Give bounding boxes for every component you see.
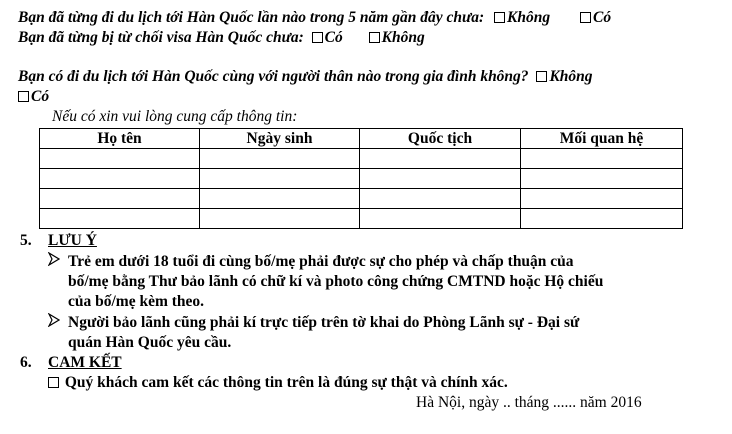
table-cell[interactable] [521, 189, 683, 209]
question-2-option-no[interactable]: Không [369, 29, 425, 47]
table-cell[interactable] [200, 169, 360, 189]
checkbox-icon[interactable] [18, 91, 29, 102]
table-cell[interactable] [521, 209, 683, 229]
table-cell[interactable] [40, 149, 200, 169]
commitment-checkbox-row[interactable] [48, 374, 508, 392]
header-name: Họ tên [40, 129, 200, 149]
table-cell[interactable] [200, 149, 360, 169]
question-3-text: Bạn có đi du lịch tới Hàn Quốc cùng với người thân nào trong gia đình không? [18, 68, 529, 85]
companion-note: Nếu có xin vui lòng cung cấp thông tin: [52, 108, 298, 125]
section-6-title: CAM KẾT [48, 354, 122, 371]
table-cell[interactable] [200, 209, 360, 229]
table-cell[interactable] [360, 189, 521, 209]
section-5-title: LƯU Ý [48, 232, 97, 249]
commitment-text: Quý khách cam kết các thông tin trên là đúng sự thật và chính xác. [64, 374, 508, 391]
question-2 [18, 29, 425, 47]
table-cell[interactable] [521, 149, 683, 169]
checkbox-icon[interactable] [369, 32, 380, 43]
table-row [40, 149, 683, 169]
section-5-bullet-2 [68, 313, 579, 353]
table-cell[interactable] [40, 209, 200, 229]
table-cell[interactable] [521, 169, 683, 189]
question-3-option-yes[interactable]: Có [18, 88, 49, 106]
date-line: Hà Nội, ngày .. tháng ...... năm 2016 [416, 394, 642, 411]
section-6-number: 6. [20, 354, 32, 371]
table-cell[interactable] [360, 149, 521, 169]
table-cell[interactable] [40, 169, 200, 189]
question-3 [18, 68, 593, 86]
table-header-row [40, 129, 683, 149]
table-cell[interactable] [200, 189, 360, 209]
bullet-1-line-1: Trẻ em dưới 18 tuổi đi cùng bố/mẹ phải được sự cho phép và chấp thuận của [68, 253, 574, 270]
table-row [40, 169, 683, 189]
bullet-1-line-3: của bố/mẹ kèm theo. [68, 293, 205, 310]
question-3-option-no[interactable]: Không [536, 68, 592, 86]
checkbox-icon[interactable] [536, 71, 547, 82]
question-1-option-no[interactable]: Không [494, 9, 550, 27]
checkbox-icon[interactable] [494, 12, 505, 23]
bullet-2-line-2: quán Hàn Quốc yêu cầu. [68, 334, 232, 351]
header-dob: Ngày sinh [200, 129, 360, 149]
question-2-text: Bạn đã từng bị từ chối visa Hàn Quốc chưa: [18, 29, 304, 46]
question-1-option-yes[interactable]: Có [580, 9, 611, 27]
bullet-2-line-1: Người bảo lãnh cũng phải kí trực tiếp trên tờ khai do Phòng Lãnh sự - Đại sứ [68, 314, 580, 331]
question-1 [18, 9, 611, 27]
table-cell[interactable] [360, 169, 521, 189]
checkbox-icon[interactable] [312, 32, 323, 43]
checkbox-icon[interactable] [580, 12, 591, 23]
arrowhead-bullet-icon [48, 313, 60, 331]
section-5-bullet-1 [68, 252, 603, 312]
header-relationship: Mối quan hệ [521, 129, 683, 149]
companion-table [39, 128, 683, 229]
question-2-option-yes[interactable]: Có [312, 29, 343, 47]
bullet-1-line-2: bố/mẹ bằng Thư bảo lãnh có chữ kí và photo công chứng CMTND hoặc Hộ chiếu [68, 273, 604, 290]
checkbox-icon[interactable] [48, 377, 59, 388]
table-row [40, 209, 683, 229]
section-5-number: 5. [20, 232, 32, 249]
table-cell[interactable] [360, 209, 521, 229]
header-nationality: Quốc tịch [360, 129, 521, 149]
question-1-text: Bạn đã từng đi du lịch tới Hàn Quốc lần nào trong 5 năm gần đây chưa: [18, 9, 485, 26]
table-row [40, 189, 683, 209]
arrowhead-bullet-icon [48, 252, 60, 270]
table-cell[interactable] [40, 189, 200, 209]
